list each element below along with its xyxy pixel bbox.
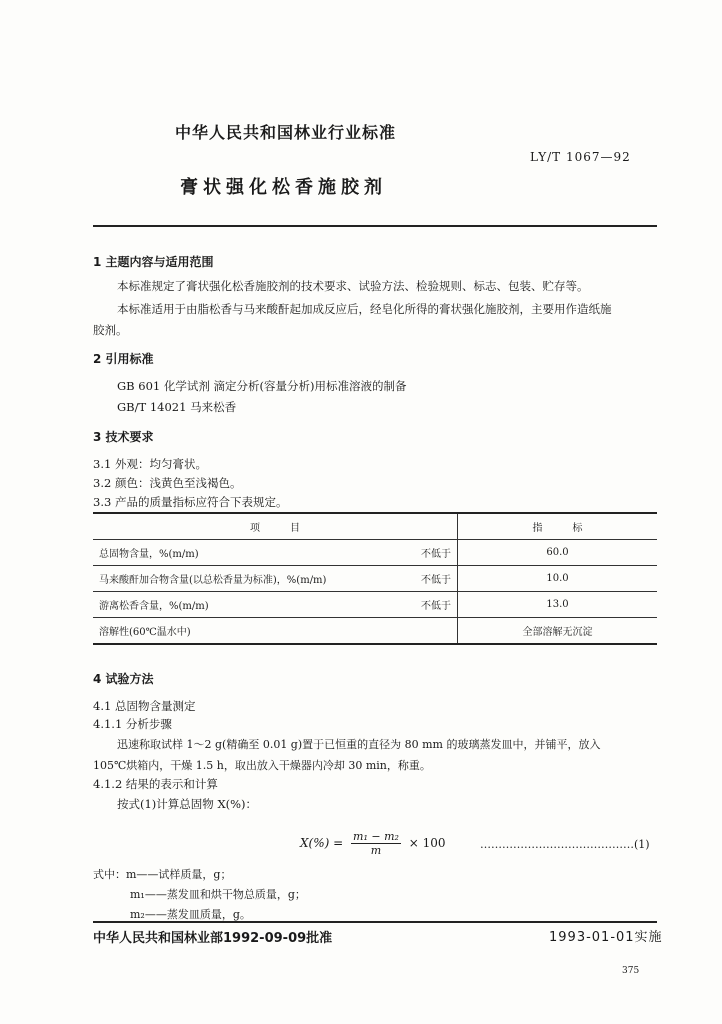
formula-number: ……………………………………(1) (480, 838, 650, 851)
table-cell-value: 13.0 (458, 592, 658, 618)
table-cell-condition: 不低于 (385, 592, 458, 618)
standard-code: LY/T 1067—92 (530, 150, 631, 164)
section-4-1-1-heading: 4.1.1 分析步骤 (93, 717, 172, 731)
reference-gbt14021: GB/T 14021 马来松香 (117, 400, 237, 414)
table-header-index: 指 标 (458, 513, 658, 540)
section-3-heading: 3 技术要求 (93, 430, 154, 444)
effective-date: 1993-01-01实施 (549, 930, 663, 945)
section-1-paragraph-1: 本标准规定了膏状强化松香施胶剂的技术要求、试验方法、检验规则、标志、包装、贮存等。 (117, 279, 589, 293)
calculation-intro: 按式(1)计算总固物 X(%)： (117, 797, 258, 811)
formula-numerator: m₁ − m₂ (353, 830, 399, 843)
table-row (93, 540, 657, 566)
page-number: 375 (622, 966, 640, 976)
formula-denominator: m (370, 844, 382, 857)
section-1-paragraph-2: 本标准适用于由脂松香与马来酸酐起加成反应后，经皂化所得的膏状强化施胶剂，主要用作造纸施 (117, 302, 612, 316)
table-header-row (93, 513, 657, 540)
variable-m1-definition: m₁——蒸发皿和烘干物总质量，g； (130, 888, 306, 901)
variable-m-definition: 式中：m——试样质量，g； (93, 868, 232, 881)
formula-fraction (351, 830, 401, 857)
section-2-heading: 2 引用标准 (93, 352, 154, 366)
section-4-1-2-heading: 4.1.2 结果的表示和计算 (93, 777, 218, 791)
table-cell-item: 游离松香含量，%(m/m) (93, 592, 385, 618)
section-4-heading: 4 试验方法 (93, 672, 154, 686)
table-cell-condition (385, 618, 458, 645)
table-cell-item: 总固物含量，%(m/m) (93, 540, 385, 566)
issuing-organization: 中华人民共和国林业行业标准 (175, 123, 397, 142)
section-1-heading: 1 主题内容与适用范围 (93, 255, 214, 269)
footer-divider (93, 921, 657, 923)
formula-multiplier: × 100 (408, 836, 446, 850)
requirement-color: 3.2 颜色：浅黄色至浅褐色。 (93, 476, 242, 490)
table-cell-item: 马来酸酐加合物含量(以总松香量为标准)，%(m/m) (93, 566, 385, 592)
table-cell-item: 溶解性(60℃温水中) (93, 618, 385, 645)
section-1-paragraph-2-cont: 胶剂。 (93, 323, 128, 337)
table-row (93, 566, 657, 592)
requirement-appearance: 3.1 外观：均匀膏状。 (93, 457, 207, 471)
document-title: 膏状强化松香施胶剂 (180, 177, 387, 198)
table-cell-value: 60.0 (458, 540, 658, 566)
formula-1 (300, 830, 446, 857)
procedure-line-2: 105℃烘箱内，干燥 1.5 h，取出放入干燥器内冷却 30 min，称重。 (93, 759, 431, 772)
table-cell-condition: 不低于 (385, 566, 458, 592)
quality-index-table (93, 512, 657, 645)
reference-gb601: GB 601 化学试剂 滴定分析(容量分析)用标准溶液的制备 (117, 379, 407, 393)
table-cell-value: 10.0 (458, 566, 658, 592)
table-row (93, 592, 657, 618)
formula-lhs: X(%) = (300, 836, 344, 850)
table-row (93, 618, 657, 645)
section-4-1-heading: 4.1 总固物含量测定 (93, 699, 196, 713)
variable-m2-definition: m₂——蒸发皿质量，g。 (130, 908, 251, 921)
approval-statement: 中华人民共和国林业部1992-09-09批准 (93, 931, 333, 946)
header-divider (93, 225, 657, 227)
procedure-line-1: 迅速称取试样 1～2 g(精确至 0.01 g)置于已恒重的直径为 80 mm 的玻璃蒸发皿中，并铺平，放入 (117, 738, 601, 751)
table-cell-condition: 不低于 (385, 540, 458, 566)
table-cell-value: 全部溶解无沉淀 (458, 618, 658, 645)
table-header-item: 项 目 (93, 513, 458, 540)
requirement-quality: 3.3 产品的质量指标应符合下表规定。 (93, 495, 288, 509)
